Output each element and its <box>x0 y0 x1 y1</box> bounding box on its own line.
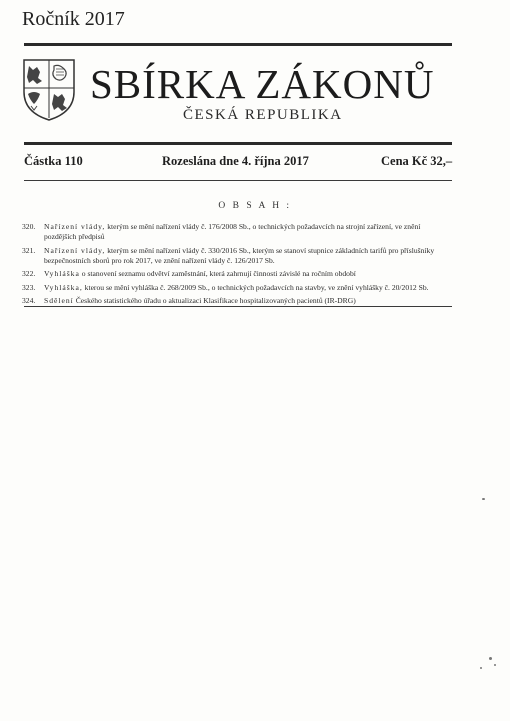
list-item <box>22 222 452 242</box>
item-kind: Vyhláška, <box>44 282 83 292</box>
item-kind: Nařízení vlády, <box>44 245 106 255</box>
contents-heading: O B S A H : <box>218 201 292 211</box>
page-title: SBÍRKA ZÁKONŮ <box>90 61 435 107</box>
item-text: kterým se mění nařízení vlády č. 176/2008 Sb., o technických požadavcích na strojní zařízení, ve znění pozdějších předpisů <box>44 222 421 241</box>
issue-part: Částka 110 <box>24 154 83 168</box>
item-text: Českého statistického úřadu o aktualizaci Klasifikace hospitalizovaných pacientů (IR-DRG) <box>75 296 356 305</box>
item-text: kterým se mění nařízení vlády č. 330/2016 Sb., kterým se stanoví stupnice základních tarifů pro příslušníky bezpečnostních sborů pro rok 2017, ve znění nařízení vlády č. 126/2017 Sb. <box>44 245 435 265</box>
year-label: Ročník 2017 <box>22 8 125 30</box>
item-text: kterou se mění vyhláška č. 268/2009 Sb., o technických požadavcích na stavby, ve znění vyhlášky č. 20/2012 Sb. <box>84 282 429 292</box>
item-number: 322. <box>22 269 36 278</box>
scan-speck <box>480 667 482 669</box>
list-item <box>22 296 452 306</box>
item-kind: Vyhláška <box>44 269 80 278</box>
page-subtitle: ČESKÁ REPUBLIKA <box>183 107 343 123</box>
item-number: 321. <box>22 245 36 255</box>
state-emblem-icon <box>20 56 78 122</box>
contents-list <box>22 222 452 310</box>
top-rule <box>24 43 452 46</box>
issue-price: Cena Kč 32,– <box>381 154 453 168</box>
item-number: 324. <box>22 296 36 305</box>
item-kind: Nařízení vlády, <box>44 222 106 231</box>
scan-speck <box>494 664 496 666</box>
scan-speck <box>489 657 492 660</box>
list-item <box>22 246 452 266</box>
scan-speck <box>482 498 485 500</box>
list-item <box>22 283 452 293</box>
meta-rule <box>24 180 452 181</box>
list-item <box>22 269 452 279</box>
item-number: 320. <box>22 222 36 231</box>
item-number: 323. <box>22 282 36 292</box>
item-text: o stanovení seznamu odvětví zaměstnání, která zahrnují činnosti závislé na ročním období <box>81 269 356 278</box>
item-kind: Sdělení <box>44 296 74 305</box>
header-rule <box>24 142 452 145</box>
issue-date: Rozeslána dne 4. října 2017 <box>162 154 309 168</box>
contents-rule <box>24 306 452 307</box>
